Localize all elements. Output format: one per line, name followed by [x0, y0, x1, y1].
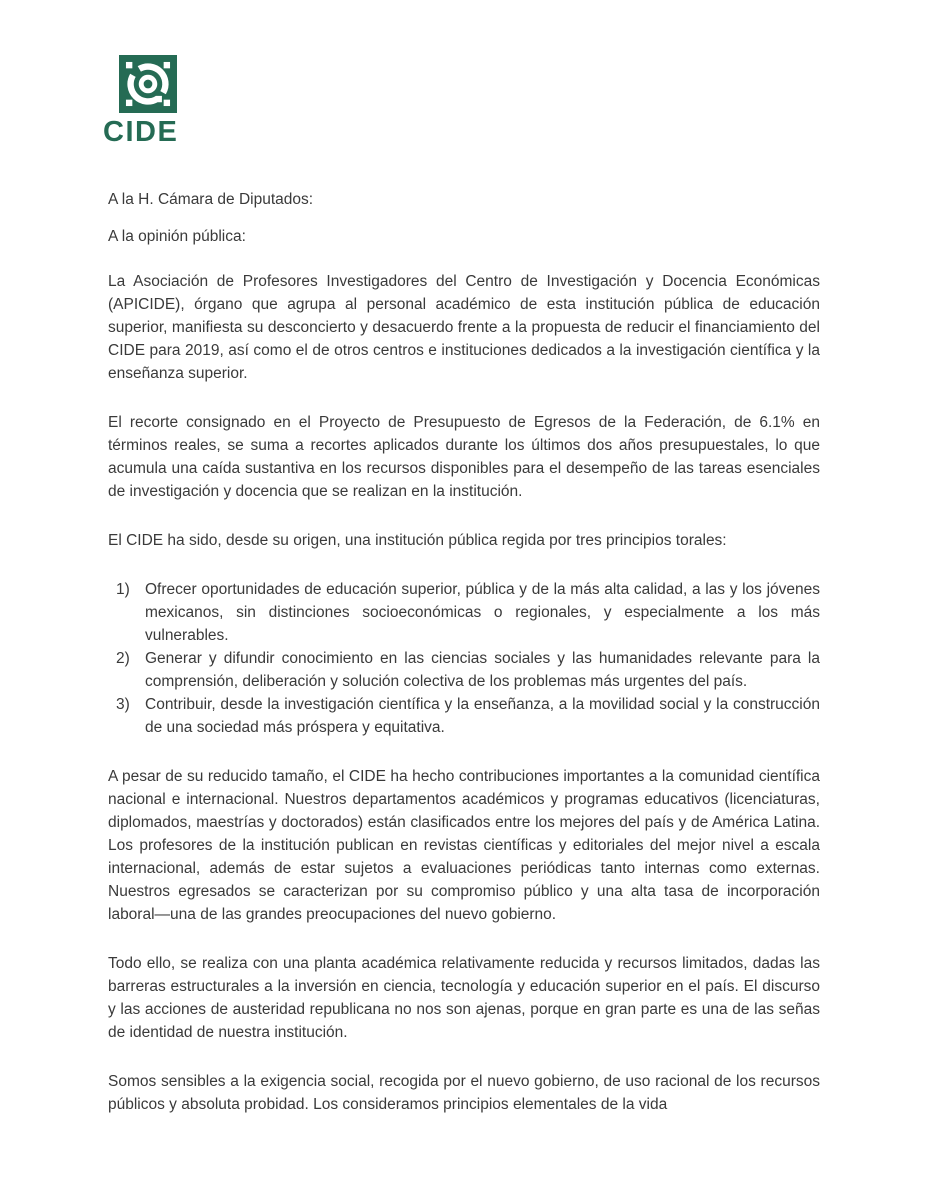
list-item	[108, 578, 820, 647]
list-item-text: Ofrecer oportunidades de educación superior, pública y de la más alta calidad, a las y los jóvenes mexicanos, sin distinciones socioeconómicas o regionales, y especialmente a los más vulnerables.	[145, 581, 820, 644]
paragraph-contributions: A pesar de su reducido tamaño, el CIDE ha hecho contribuciones importantes a la comunidad científica nacional e internacional. Nuestros departamentos académicos y programas educativos (licenciaturas, diplomados, maestrías y doctorados) están clasificados entre los mejores del país y de América Latina. Los profesores de la institución publican en revistas científicas y editoriales del mejor nivel a escala internacional, además de estar sujetos a evaluaciones periódicas tanto internas como externas. Nuestros egresados se caracterizan por su compromiso público y una alta tasa de incorporación laboral—una de las grandes preocupaciones del nuevo gobierno.	[108, 768, 820, 923]
list-item-marker: 3)	[116, 696, 130, 713]
list-item	[108, 693, 820, 739]
list-item-marker: 2)	[116, 650, 130, 667]
list-item-marker: 1)	[116, 581, 130, 598]
salutation-public-opinion: A la opinión pública:	[108, 228, 246, 245]
letter-body	[108, 188, 820, 1142]
cide-wordmark: CIDE	[103, 116, 179, 148]
paragraph-social-demand: Somos sensibles a la exigencia social, recogida por el nuevo gobierno, de uso racional de los recursos públicos y absoluta probidad. Los consideramos principios elementales de la vida	[108, 1073, 820, 1113]
principles-list	[108, 578, 820, 739]
list-item-text: Contribuir, desde la investigación científica y la enseñanza, a la movilidad social y la construcción de una sociedad más próspera y equitativa.	[145, 696, 820, 736]
letterhead	[103, 55, 178, 149]
cide-logo-icon	[119, 55, 177, 113]
list-item	[108, 647, 820, 693]
paragraph-austerity: Todo ello, se realiza con una planta académica relativamente reducida y recursos limitados, dadas las barreras estructurales a la inversión en ciencia, tecnología y educación superior en el país. El discurso y las acciones de austeridad republicana no nos son ajenas, porque en gran parte es una de las señas de identidad de nuestra institución.	[108, 955, 820, 1041]
paragraph-principles-intro: El CIDE ha sido, desde su origen, una institución pública regida por tres principios torales:	[108, 532, 727, 549]
paragraph-apicide-intro: La Asociación de Profesores Investigadores del Centro de Investigación y Docencia Económicas (APICIDE), órgano que agrupa al personal académico de esta institución pública de educación superior, manifiesta su desconcierto y desacuerdo frente a la propuesta de reducir el financiamiento del CIDE para 2019, así como el de otros centros e instituciones dedicados a la investigación científica y la enseñanza superior.	[108, 273, 820, 382]
salutation-chamber-of-deputies: A la H. Cámara de Diputados:	[108, 191, 314, 208]
paragraph-budget-cut: El recorte consignado en el Proyecto de Presupuesto de Egresos de la Federación, de 6.1% en términos reales, se suma a recortes aplicados durante los últimos dos años presupuestales, lo que acumula una caída sustantiva en los recursos disponibles para el desempeño de las tareas esenciales de investigación y docencia que se realizan en la institución.	[108, 414, 820, 500]
list-item-text: Generar y difundir conocimiento en las ciencias sociales y las humanidades relevante para la comprensión, deliberación y solución colectiva de los problemas más urgentes del país.	[145, 650, 820, 690]
